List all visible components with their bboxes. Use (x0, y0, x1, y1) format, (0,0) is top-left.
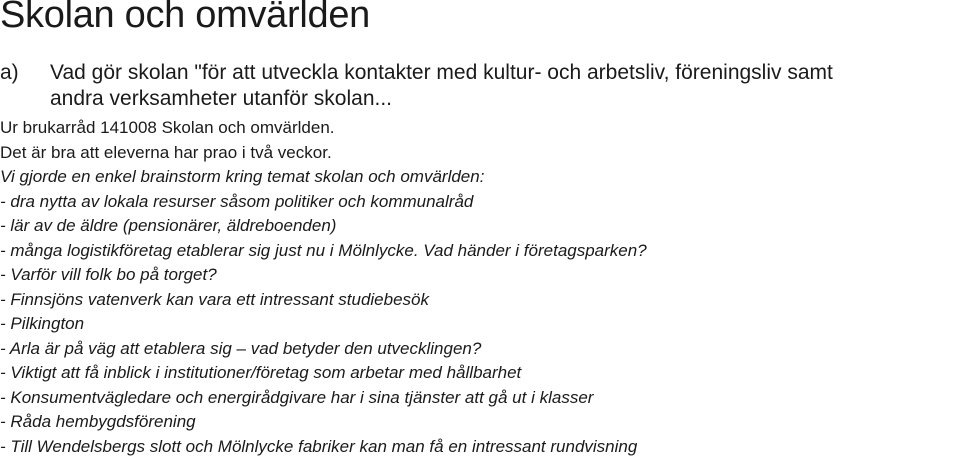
question-line-2: andra verksamheter utanför skolan... (50, 87, 393, 110)
note-line: - dra nytta av lokala resurser såsom politiker och kommunalråd (0, 191, 474, 211)
question-text-1: Vad gör skolan "för att utveckla kontakter med kultur- och arbetsliv, föreningsliv samt (50, 61, 833, 84)
note-line: Det är bra att eleverna har prao i två veckor. (0, 142, 332, 162)
note-line: Ur brukarråd 141008 Skolan och omvärlden. (0, 118, 335, 137)
question-item-a (0, 60, 833, 112)
note-line: - Arla är på väg att etablera sig – vad betyder den utvecklingen? (0, 338, 482, 358)
note-line: - Finnsjöns vatenverk kan vara ett intressant studiebesök (0, 289, 429, 309)
notes-body (0, 116, 647, 459)
note-line: - Konsumentvägledare och energirådgivare har i sina tjänster att gå ut i klasser (0, 387, 594, 407)
note-line: - Till Wendelsbergs slott och Mölnlycke fabriker kan man få en intressant rundvisning (0, 436, 638, 456)
question-line-1 (0, 60, 833, 86)
note-line: - Varför vill folk bo på torget? (0, 265, 217, 284)
note-line: - Råda hembygdsförening (0, 412, 196, 431)
note-line: - Pilkington (0, 314, 85, 333)
page-title: Skolan och omvärlden (0, 0, 370, 36)
note-line: - många logistikföretag etablerar sig just nu i Mölnlycke. Vad händer i företagsparken? (0, 240, 647, 260)
note-line: - lär av de äldre (pensionärer, äldreboenden) (0, 216, 337, 235)
note-line: - Viktigt att få inblick i institutioner/företag som arbetar med hållbarhet (0, 363, 522, 382)
list-marker: a) (0, 61, 19, 84)
note-line: Vi gjorde en enkel brainstorm kring temat skolan och omvärlden: (0, 167, 485, 186)
